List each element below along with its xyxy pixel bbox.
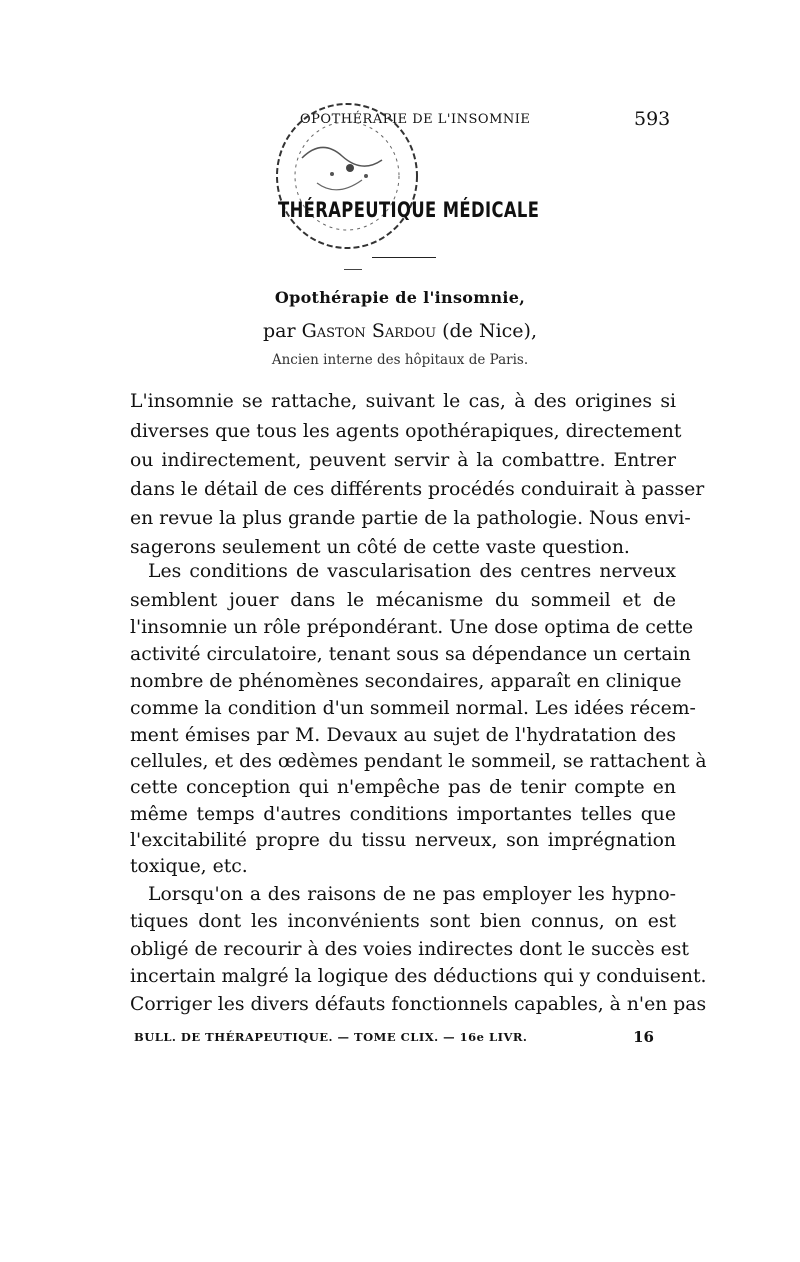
body-line: nombre de phénomènes secondaires, apparaît en clinique [130, 671, 682, 692]
body-line: l'insomnie un rôle prépondérant. Une dose optima de cette [130, 617, 694, 638]
body-line: cette conception qui n'empêche pas de tenir compte en [130, 777, 676, 798]
body-line: en revue la plus grande partie de la pathologie. Nous envi- [130, 508, 691, 529]
author-prefix: par [262, 320, 296, 342]
title-divider-small [344, 269, 362, 270]
library-stamp-icon [262, 88, 432, 268]
body-line: tiques dont les inconvénients sont bien connus, on est [130, 911, 676, 932]
body-line: activité circulatoire, tenant sous sa dépendance un certain [130, 644, 691, 665]
body-line: Les conditions de vascularisation des centres nerveux [148, 561, 676, 582]
body-line: incertain malgré la logique des déductions qui y conduisent. [130, 966, 707, 987]
body-line: cellules, et des œdèmes pendant le sommeil, se rattachent à [130, 751, 707, 772]
page-footer [134, 1030, 654, 1044]
body-line: obligé de recourir à des voies indirectes dont le succès est [130, 939, 689, 960]
author-line [0, 320, 800, 342]
body-line: l'excitabilité propre du tissu nerveux, son imprégnation [130, 830, 676, 851]
author-name: Gaston Sardou [301, 320, 437, 342]
body-line: comme la condition d'un sommeil normal. Les idées récem- [130, 698, 696, 719]
body-line: Lorsqu'on a des raisons de ne pas employer les hypno- [148, 884, 676, 905]
body-line: sagerons seulement un côté de cette vaste question. [130, 537, 630, 558]
journal-reference: BULL. DE THÉRAPEUTIQUE. — TOME CLIX. — 16e LIVR. [134, 1030, 528, 1044]
author-suffix: (de Nice), [442, 320, 538, 342]
page-number: 593 [634, 108, 671, 130]
body-line: ou indirectement, peuvent servir à la combattre. Entrer [130, 450, 676, 471]
body-line: L'insomnie se rattache, suivant le cas, à des origines si [130, 391, 676, 412]
body-line: dans le détail de ces différents procédés conduirait à passer [130, 479, 705, 500]
body-line: toxique, etc. [130, 856, 248, 877]
body-line: semblent jouer dans le mécanisme du sommeil et de [130, 590, 676, 611]
section-title: THÉRAPEUTIQUE MÉDICALE [278, 198, 540, 222]
body-line: Corriger les divers défauts fonctionnels capables, à n'en pas [130, 994, 707, 1015]
body-line: ment émises par M. Devaux au sujet de l'hydratation des [130, 725, 676, 746]
article-title: Opothérapie de l'insomnie, [274, 288, 526, 307]
author-affiliation: Ancien interne des hôpitaux de Paris. [271, 352, 529, 368]
signature-mark: 16 [633, 1028, 654, 1046]
body-line: même temps d'autres conditions importantes telles que [130, 804, 676, 825]
running-header: OPOTHÉRAPIE DE L'INSOMNIE [300, 112, 531, 127]
body-line: diverses que tous les agents opothérapiques, directement [130, 421, 682, 442]
title-divider [372, 257, 436, 258]
